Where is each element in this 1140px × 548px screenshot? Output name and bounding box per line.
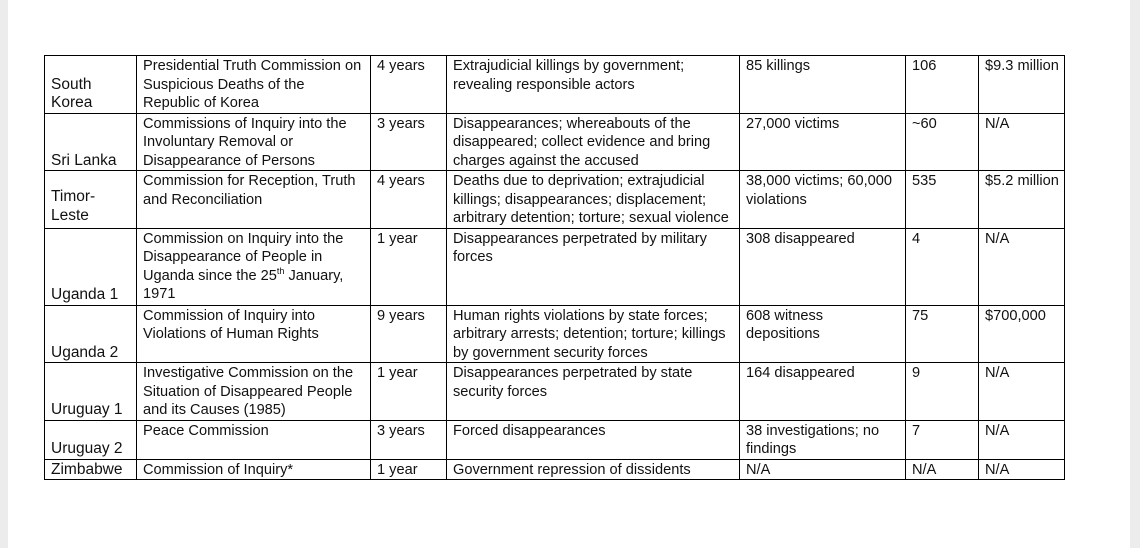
duration-cell: 1 year [371,459,447,480]
budget-cell: $700,000 [979,305,1065,363]
focus-cell: Disappearances perpetrated by state security forces [447,363,740,421]
table-row [45,363,1065,421]
commission-cell [137,228,371,305]
country-cell: South Korea [45,56,137,114]
staff-cell: ~60 [906,113,979,171]
table-row [45,228,1065,305]
country-cell: Uruguay 2 [45,420,137,459]
duration-cell: 1 year [371,228,447,305]
duration-cell: 3 years [371,113,447,171]
commission-cell: Peace Commission [137,420,371,459]
commission-cell: Investigative Commission on the Situation of Disappeared People and its Causes (1985) [137,363,371,421]
staff-cell: 75 [906,305,979,363]
duration-cell: 4 years [371,171,447,229]
focus-cell: Disappearances; whereabouts of the disappeared; collect evidence and bring charges against the accused [447,113,740,171]
duration-cell: 3 years [371,420,447,459]
table-row [45,420,1065,459]
focus-cell: Deaths due to deprivation; extrajudicial killings; disappearances; displacement; arbitrary detention; torture; sexual violence [447,171,740,229]
victims-cell: 85 killings [740,56,906,114]
focus-cell: Disappearances perpetrated by military forces [447,228,740,305]
victims-cell: 38 investigations; no findings [740,420,906,459]
focus-cell: Human rights violations by state forces; arbitrary arrests; detention; torture; killings by government security forces [447,305,740,363]
table-row [45,56,1065,114]
commission-cell: Presidential Truth Commission on Suspicious Deaths of the Republic of Korea [137,56,371,114]
victims-cell: 164 disappeared [740,363,906,421]
victims-cell: 308 disappeared [740,228,906,305]
staff-cell: N/A [906,459,979,480]
staff-cell: 106 [906,56,979,114]
focus-cell: Extrajudicial killings by government; revealing responsible actors [447,56,740,114]
victims-cell: 608 witness depositions [740,305,906,363]
duration-cell: 4 years [371,56,447,114]
staff-cell: 4 [906,228,979,305]
staff-cell: 9 [906,363,979,421]
budget-cell: N/A [979,420,1065,459]
truth-commissions-table [44,55,1065,480]
commission-text-end: January, 1971 [143,267,344,302]
victims-cell: 27,000 victims [740,113,906,171]
focus-cell: Government repression of dissidents [447,459,740,480]
table-row [45,459,1065,480]
table-row [45,171,1065,229]
commission-cell: Commission for Reception, Truth and Reconciliation [137,171,371,229]
country-cell: Timor-Leste [45,171,137,229]
country-cell: Uruguay 1 [45,363,137,421]
staff-cell: 535 [906,171,979,229]
budget-cell: $9.3 million [979,56,1065,114]
country-cell: Uganda 2 [45,305,137,363]
table-row [45,113,1065,171]
commission-cell: Commission of Inquiry* [137,459,371,480]
staff-cell: 7 [906,420,979,459]
table-row [45,305,1065,363]
duration-cell: 9 years [371,305,447,363]
duration-cell: 1 year [371,363,447,421]
budget-cell: N/A [979,363,1065,421]
ordinal-suffix: th [276,265,285,276]
commission-cell: Commission of Inquiry into Violations of Human Rights [137,305,371,363]
victims-cell: 38,000 victims; 60,000 violations [740,171,906,229]
focus-cell: Forced disappearances [447,420,740,459]
country-cell: Zimbabwe [45,459,137,480]
victims-cell: N/A [740,459,906,480]
commission-text: Commission on Inquiry into the Disappearance of People in Uganda since the 25 [143,230,344,284]
budget-cell: $5.2 million [979,171,1065,229]
budget-cell: N/A [979,459,1065,480]
budget-cell: N/A [979,228,1065,305]
budget-cell: N/A [979,113,1065,171]
country-cell: Sri Lanka [45,113,137,171]
country-cell: Uganda 1 [45,228,137,305]
commission-cell: Commissions of Inquiry into the Involuntary Removal or Disappearance of Persons [137,113,371,171]
